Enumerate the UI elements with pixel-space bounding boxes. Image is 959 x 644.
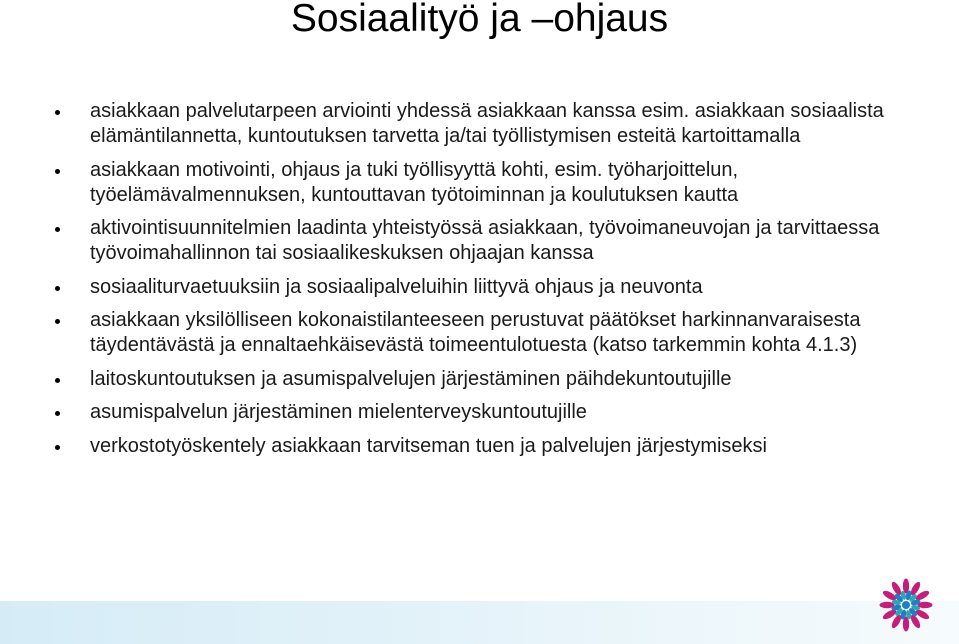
bullet-item [55, 434, 935, 459]
bullet-item [55, 275, 935, 300]
bullet-icon [55, 110, 60, 115]
bullet-text: asiakkaan motivointi, ohjaus ja tuki työllisyyttä kohti, esim. työharjoittelun, työelämävalmennuksen, kuntouttavan työtoiminnan ja koulutuksen kautta [90, 158, 739, 206]
bullet-icon [55, 286, 60, 291]
bullet-item [55, 308, 935, 358]
bullet-icon [55, 378, 60, 383]
bullet-icon [55, 227, 60, 232]
bullet-text: asiakkaan yksilölliseen kokonaistilanteeseen perustuvat päätökset harkinnanvaraisesta täydentävästä ja ennaltaehkäisevästä toimeentulotuesta (katso tarkemmin kohta 4.1.3) [90, 309, 861, 356]
bullet-item [55, 158, 935, 208]
footer-band [0, 601, 959, 644]
bullet-item [55, 400, 935, 425]
bullet-item [55, 99, 935, 149]
bullet-icon [55, 169, 60, 174]
bullet-icon [55, 319, 60, 324]
bullet-text: laitoskuntoutuksen ja asumispalvelujen järjestäminen päihdekuntoutujille [90, 367, 732, 390]
flower-logo-icon [876, 575, 936, 641]
bullet-list [55, 99, 935, 467]
bullet-icon [55, 411, 60, 416]
bullet-text: asumispalvelun järjestäminen mielenterveyskuntoutujille [90, 401, 587, 423]
bullet-text: asiakkaan palvelutarpeen arviointi yhdessä asiakkaan kanssa esim. asiakkaan sosiaalista elämäntilannetta, kuntoutuksen tarvetta ja/tai työllistymisen esteitä kartoittamalla [90, 100, 884, 147]
bullet-text: sosiaaliturvaetuuksiin ja sosiaalipalveluihin liittyvä ohjaus ja neuvonta [90, 275, 703, 298]
bullet-text: verkostotyöskentely asiakkaan tarvitseman tuen ja palvelujen järjestymiseksi [90, 434, 767, 457]
bullet-item [55, 216, 935, 266]
slide-title: Sosiaalityö ja –ohjaus [290, 0, 669, 40]
bullet-text: aktivointisuunnitelmien laadinta yhteistyössä asiakkaan, työvoimaneuvojan ja tarvittaessa työvoimahallinnon tai sosiaalikeskuksen ohjaajan kanssa [90, 217, 880, 264]
bullet-icon [55, 445, 60, 450]
bullet-item [55, 367, 935, 392]
